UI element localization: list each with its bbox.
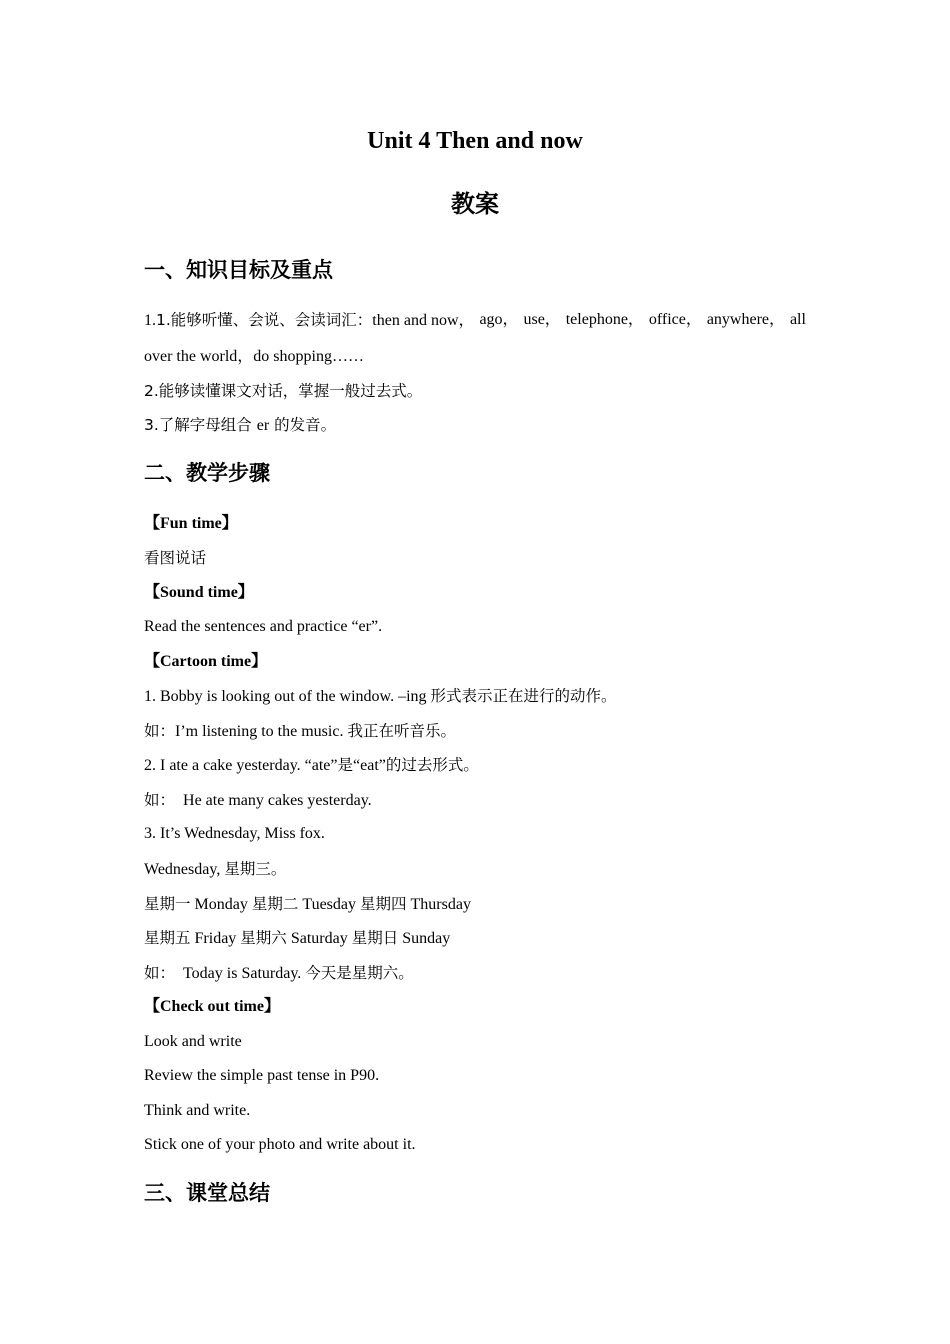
cartoon-line-3-en: 2. I ate a cake yesterday. “ate” (144, 757, 338, 774)
vocab-word: office， (648, 311, 702, 328)
weekday-en: Monday (190, 896, 252, 913)
weekday-en: Thursday (406, 896, 471, 913)
step-cartoon-time-label: 【Cartoon time】 (144, 653, 268, 670)
weekday-en: Tuesday (298, 896, 360, 913)
document-subtitle: 教案 (451, 190, 499, 218)
section-heading-summary: 三、课堂总结 (144, 1181, 270, 1205)
step-sound-time-label: 【Sound time】 (144, 584, 254, 601)
goal-item-1-label: 1.能够听懂、会说、会读词汇： (156, 311, 373, 329)
cartoon-line-3-en-2: “eat” (353, 757, 386, 774)
weekday-en: Saturday (286, 930, 352, 947)
check-out-line-2: Review the simple past tense in P90. (144, 1067, 380, 1084)
cartoon-line-3 (144, 754, 479, 777)
weekday-zh: 星期五 (144, 929, 191, 947)
document-title: Unit 4 Then and now (367, 128, 583, 154)
cartoon-line-3-zh-2: 的过去形式。 (385, 756, 479, 774)
check-out-line-4: Stick one of your photo and write about it. (144, 1136, 416, 1153)
vocab-word: telephone， (565, 311, 644, 328)
weekday-en: Friday (190, 930, 241, 947)
example-label: 如： (144, 722, 176, 740)
check-out-line-3: Think and write. (144, 1102, 251, 1119)
cartoon-line-4-en: He ate many cakes yesterday. (175, 792, 372, 809)
vocab-word: anywhere， (706, 311, 786, 328)
cartoon-line-5: 3. It’s Wednesday, Miss fox. (144, 825, 325, 842)
section-heading-steps: 二、教学步骤 (144, 461, 270, 485)
example-label: 如： (144, 791, 176, 809)
cartoon-line-9-zh: 今天是星期六。 (305, 964, 414, 982)
cartoon-line-6-zh: 星期三。 (224, 860, 287, 878)
cartoon-line-9-en: Today is Saturday. (175, 965, 306, 982)
step-sound-time-text: Read the sentences and practice “er”. (144, 618, 383, 635)
weekday-zh: 星期二 (251, 895, 299, 913)
vocab-word: ago， (479, 311, 519, 328)
example-label: 如： (144, 964, 176, 982)
step-fun-time-label: 【Fun time】 (144, 515, 238, 532)
goal-item-3 (144, 414, 336, 437)
cartoon-line-1-zh: 形式表示正在进行的动作。 (430, 687, 617, 705)
cartoon-line-6-en: Wednesday, (144, 861, 225, 878)
goal-item-1: 1.1.能够听懂、会说、会读词汇：then and now， ago， use， telephone， office， anywhere， all (144, 309, 806, 332)
goal-item-2-text: 2.能够读懂课文对话，掌握一般过去式。 (144, 382, 423, 400)
step-fun-time-text (144, 547, 206, 570)
goal-item-3-letters: er (256, 417, 270, 434)
vocab-word: use， (523, 311, 561, 328)
cartoon-line-2-zh: 我正在听音乐。 (347, 722, 456, 740)
goal-item-2 (144, 380, 422, 403)
cartoon-line-9 (144, 962, 414, 985)
weekdays-line-1 (144, 893, 471, 916)
cartoon-line-4 (144, 789, 372, 812)
cartoon-line-6 (144, 858, 286, 881)
vocab-word: then and now， (372, 312, 475, 329)
cartoon-line-3-zh: 是 (337, 756, 354, 774)
cartoon-line-1 (144, 685, 617, 708)
cartoon-line-1-en: 1. Bobby is looking out of the window. –ing (144, 688, 431, 705)
goal-item-3-text: 3.了解字母组合 (144, 416, 257, 434)
goal-item-1-continued: over the world，do shopping…… (144, 348, 364, 365)
weekday-zh: 星期六 (240, 929, 287, 947)
cartoon-line-2 (144, 720, 456, 743)
section-heading-goals: 一、知识目标及重点 (144, 258, 333, 282)
check-out-line-1: Look and write (144, 1033, 242, 1050)
weekday-zh: 星期一 (144, 895, 191, 913)
weekdays-line-2 (144, 927, 450, 950)
weekday-zh: 星期日 (351, 929, 399, 947)
weekday-en: Sunday (398, 930, 451, 947)
weekday-zh: 星期四 (360, 895, 407, 913)
fun-time-text: 看图说话 (144, 549, 207, 567)
step-check-out-time-label: 【Check out time】 (144, 998, 280, 1015)
goal-item-3-text-end: 的发音。 (269, 416, 337, 434)
vocab-word: all (789, 311, 806, 328)
cartoon-line-2-en: I’m listening to the music. (175, 723, 348, 740)
